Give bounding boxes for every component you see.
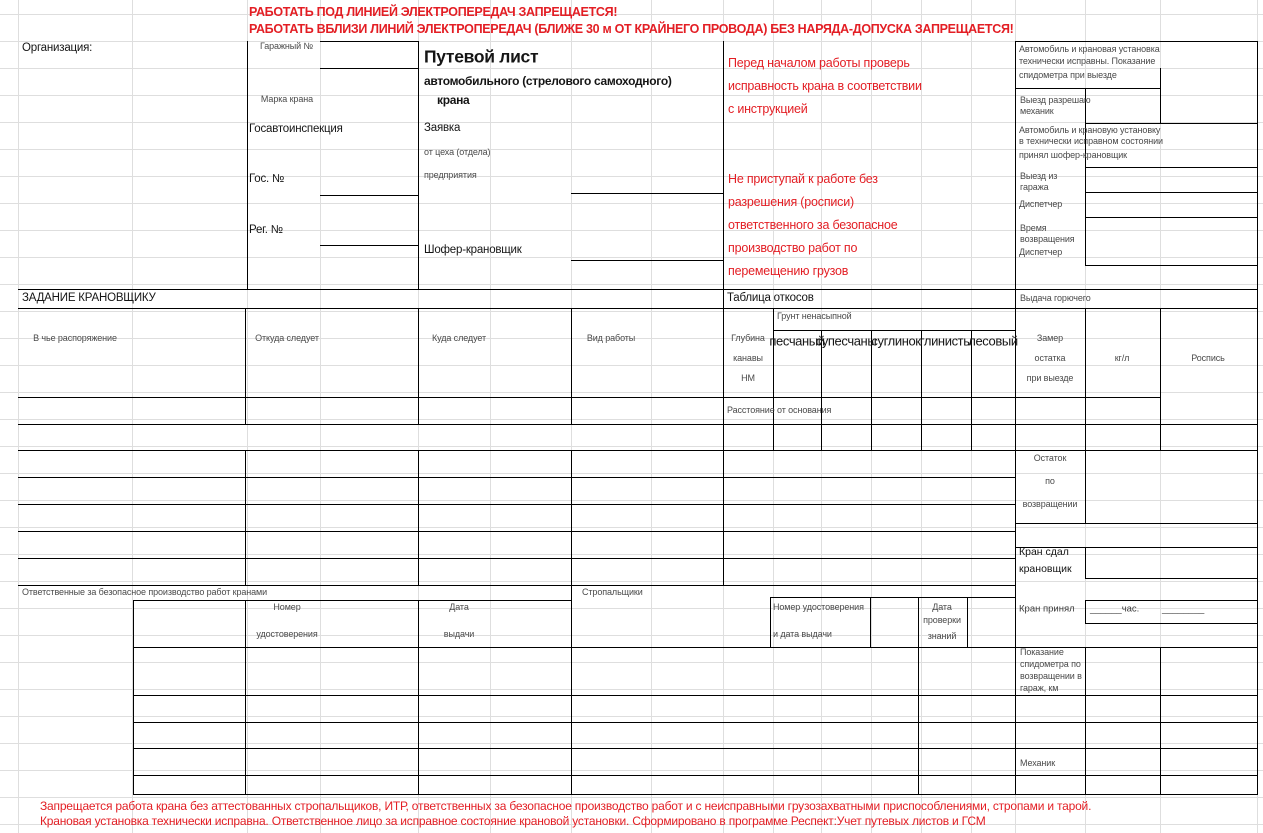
border-line-v	[571, 585, 572, 600]
warning-line-1: РАБОТАТЬ ПОД ЛИНИЕЙ ЭЛЕКТРОПЕРЕДАЧ ЗАПРЕЩАЕТСЯ!	[249, 5, 618, 19]
border-line-v	[1160, 68, 1161, 123]
form-subtitle-2: крана	[437, 93, 470, 107]
driver-label: Шофер-крановщик	[424, 244, 522, 256]
grid-line-h	[0, 473, 1263, 474]
border-line-v	[133, 600, 134, 794]
border-line-h	[1015, 88, 1160, 89]
border-line-v	[1085, 647, 1086, 794]
border-line-h	[133, 600, 571, 601]
depth-label-line: Глубина	[731, 333, 765, 343]
border-line-h	[18, 450, 1257, 451]
accepted-line: принял шофер-крановщик	[1019, 150, 1128, 160]
task-col-disposal: В чье распоряжение	[33, 333, 117, 343]
border-line-h	[571, 193, 723, 194]
grid-line-h	[0, 284, 1263, 285]
permit-notice-line: ответственного за безопасное	[728, 218, 898, 232]
border-line-v	[418, 600, 419, 794]
border-line-h	[133, 647, 1257, 648]
permit-notice-line: разрешения (росписи)	[728, 195, 854, 209]
hours-blank: ______час.	[1090, 603, 1140, 615]
slingers-label: Стропальщики	[582, 587, 643, 597]
fuel-sign-label: Роспись	[1191, 353, 1225, 363]
slopes-title: Таблица откосов	[727, 292, 814, 304]
slinger-cert-line: и дата выдачи	[773, 629, 832, 639]
permit-notice-line: перемещению грузов	[728, 264, 849, 278]
border-line-v	[245, 600, 246, 794]
depth-label-line: канавы	[733, 353, 763, 363]
cert-no-line: удостоверения	[256, 629, 318, 639]
grid-line-h	[0, 797, 1263, 798]
grid-line-v	[490, 0, 491, 833]
border-line-h	[18, 585, 1015, 586]
grid-line-h	[0, 176, 1263, 177]
dispatcher-label: Диспетчер	[1019, 199, 1063, 209]
border-line-v	[418, 41, 419, 289]
exit-allow-line: Выезд разрешаю	[1020, 95, 1091, 105]
border-line-h	[133, 775, 1257, 776]
accepted-line: Автомобиль и крановую установку	[1019, 125, 1161, 135]
border-line-h	[18, 531, 1015, 532]
border-line-h	[133, 748, 1257, 749]
return-time-line: Время	[1020, 223, 1047, 233]
soil-type-label: лесовый	[968, 333, 1018, 349]
grid-line-h	[0, 446, 1263, 447]
grid-line-h	[0, 689, 1263, 690]
task-title: ЗАДАНИЕ КРАНОВЩИКУ	[22, 292, 156, 304]
grid-line-h	[0, 392, 1263, 393]
vehicle-ok-line: спидометра при выезде	[1019, 70, 1117, 80]
border-line-h	[133, 722, 1257, 723]
border-line-v	[571, 600, 572, 794]
border-line-h	[770, 597, 1015, 598]
grid-line-h	[0, 257, 1263, 258]
border-line-h	[18, 397, 1160, 398]
grid-line-h	[0, 203, 1263, 204]
accepted-line: в технически исправном состоянии	[1019, 136, 1163, 146]
odometer-return-line: гараж, км	[1020, 683, 1059, 693]
check-notice-line: Перед началом работы проверь	[728, 56, 910, 70]
border-line-h	[18, 477, 1015, 478]
grid-line-h	[0, 365, 1263, 366]
vehicle-ok-line: технически исправны. Показание	[1019, 56, 1156, 66]
slinger-cert-line: Номер удостоверения	[773, 602, 864, 612]
warning-line-2: РАБОТАТЬ ВБЛИЗИ ЛИНИЙ ЭЛЕКТРОПЕРЕДАЧ (БЛИЖЕ 30 м ОТ КРАЙНЕГО ПРОВОДА) БЕЗ НАРЯДА-ДОПУСКА ЗАПРЕЩАЕТСЯ!	[249, 22, 1014, 36]
gai-label: Госавтоинспекция	[249, 123, 343, 135]
mechanic-label: Механик	[1020, 758, 1056, 768]
odometer-return-line: спидометра по	[1020, 659, 1081, 669]
border-line-v	[418, 308, 419, 424]
fuel-rest-line: возвращении	[1022, 499, 1078, 509]
border-line-h	[1085, 578, 1257, 579]
grid-line-h	[0, 230, 1263, 231]
grid-line-v	[651, 0, 652, 833]
border-line-v	[1160, 647, 1161, 794]
exit-from-line: Выезд из	[1020, 171, 1058, 181]
knowledge-check-line: знаний	[927, 631, 957, 641]
border-line-v	[967, 597, 968, 647]
vehicle-ok-line: Автомобиль и крановая установка	[1019, 44, 1160, 54]
organization-label: Организация:	[22, 42, 93, 54]
border-line-h	[320, 41, 418, 42]
grid-line-h	[0, 581, 1263, 582]
fuel-measure-line: при выезде	[1026, 373, 1074, 383]
grid-line-h	[0, 14, 1263, 15]
border-line-v	[870, 597, 871, 647]
border-line-h	[1085, 623, 1257, 624]
grid-line-h	[0, 68, 1263, 69]
grid-line-h	[0, 527, 1263, 528]
grid-line-h	[0, 122, 1263, 123]
border-line-h	[18, 308, 1257, 309]
garage-no-label: Гаражный №	[259, 41, 313, 51]
border-line-v	[770, 597, 771, 647]
fuel-measure-line: Замер	[1036, 333, 1064, 343]
fuel-unit-label: кг/л	[1114, 353, 1130, 363]
soil-type-label: суглинок	[871, 333, 921, 349]
border-line-h	[133, 695, 1257, 696]
reg-no-label: Рег. №	[249, 224, 283, 236]
crane-received-label: Кран принял	[1019, 603, 1075, 615]
border-line-h	[1015, 523, 1257, 524]
border-line-h	[1085, 192, 1257, 193]
soil-type-label: песчаный	[769, 333, 825, 349]
footer-warning-2: Крановая установка технически исправна. Ответственное лицо за исправное состояние крановой установки. Сформировано в программе Респект:Учет путевых листов и ГСМ	[40, 814, 986, 828]
grid-line-h	[0, 311, 1263, 312]
cert-no-line: Номер	[273, 602, 301, 612]
exit-allow-line: механик	[1020, 106, 1054, 116]
border-line-h	[320, 68, 418, 69]
signature-blank: ________	[1162, 603, 1205, 615]
border-line-v	[1160, 308, 1161, 450]
distance-label: Расстояние от основания	[727, 405, 832, 415]
request-from-1: от цеха (отдела)	[424, 147, 491, 157]
border-line-v	[247, 41, 248, 289]
issue-date-line: Дата	[449, 602, 469, 612]
odometer-return-line: Показание	[1020, 647, 1064, 657]
form-subtitle-1: автомобильного (стрелового самоходного)	[424, 74, 672, 88]
border-line-h	[18, 289, 1257, 290]
border-line-v	[245, 308, 246, 424]
border-line-v	[418, 450, 419, 585]
border-line-h	[320, 245, 418, 246]
border-line-h	[773, 330, 1015, 331]
grid-line-h	[0, 635, 1263, 636]
border-line-h	[320, 195, 418, 196]
task-col-worktype: Вид работы	[586, 333, 636, 343]
check-notice-line: исправность крана в соответствии	[728, 79, 922, 93]
border-line-v	[1085, 308, 1086, 523]
check-notice-line: с инструкцией	[728, 102, 808, 116]
soil-header: Грунт ненасыпной	[777, 311, 852, 321]
knowledge-check-line: проверки	[923, 615, 961, 625]
gos-no-label: Гос. №	[249, 173, 285, 185]
form-title: Путевой лист	[424, 46, 539, 67]
request-from-2: предприятия	[424, 170, 477, 180]
grid-line-h	[0, 554, 1263, 555]
grid-line-h	[0, 743, 1263, 744]
border-line-h	[133, 794, 1257, 795]
exit-from-line: гаража	[1020, 182, 1049, 192]
border-line-h	[571, 260, 723, 261]
fuel-title: Выдача горючего	[1020, 293, 1091, 303]
fuel-measure-line: остатка	[1034, 353, 1066, 363]
border-line-h	[18, 558, 1015, 559]
grid-line-h	[0, 419, 1263, 420]
border-line-h	[1085, 167, 1257, 168]
permit-notice-line: Не приступай к работе без	[728, 172, 878, 186]
border-line-v	[571, 308, 572, 424]
odometer-return-line: возвращении в	[1020, 671, 1082, 681]
fuel-rest-line: Остаток	[1033, 453, 1067, 463]
depth-label-line: НМ	[741, 373, 755, 383]
task-col-from: Откуда следует	[255, 333, 319, 343]
grid-line-h	[0, 716, 1263, 717]
crane-brand-label: Марка крана	[260, 94, 313, 104]
border-line-h	[1085, 600, 1257, 601]
soil-type-label: глинисты	[919, 333, 973, 349]
border-line-h	[1085, 123, 1257, 124]
border-line-v	[245, 450, 246, 585]
border-line-v	[1085, 88, 1086, 265]
border-line-h	[18, 504, 1015, 505]
task-col-to: Куда следует	[431, 333, 487, 343]
border-line-v	[1015, 41, 1016, 795]
request-label: Заявка	[424, 122, 461, 134]
footer-warning-1: Запрещается работа крана без аттестованных стропальщиков, ИТР, ответственных за безопасное производство работ и с неисправными грузозахватными приспособлениями, стропами и тарой.	[40, 799, 1092, 813]
crane-handed-line: крановщик	[1019, 563, 1072, 575]
border-line-h	[1085, 265, 1257, 266]
grid-line-v	[18, 0, 19, 833]
border-line-v	[1085, 547, 1086, 578]
border-line-h	[1085, 217, 1257, 218]
border-line-v	[571, 450, 572, 585]
border-line-h	[1015, 41, 1257, 42]
crane-handed-line: Кран сдал	[1019, 546, 1069, 558]
border-line-v	[1257, 41, 1258, 795]
dispatcher-label: Диспетчер	[1019, 247, 1063, 257]
knowledge-check-line: Дата	[932, 602, 952, 612]
permit-notice-line: производство работ по	[728, 241, 858, 255]
responsible-label: Ответственные за безопасное производство работ кранами	[22, 587, 268, 597]
border-line-v	[1085, 600, 1086, 623]
fuel-rest-line: по	[1045, 476, 1055, 486]
grid-line-h	[0, 770, 1263, 771]
soil-type-label: супесчаны	[815, 333, 877, 349]
return-time-line: возвращения	[1020, 234, 1075, 244]
border-line-h	[18, 424, 1257, 425]
issue-date-line: выдачи	[443, 629, 475, 639]
